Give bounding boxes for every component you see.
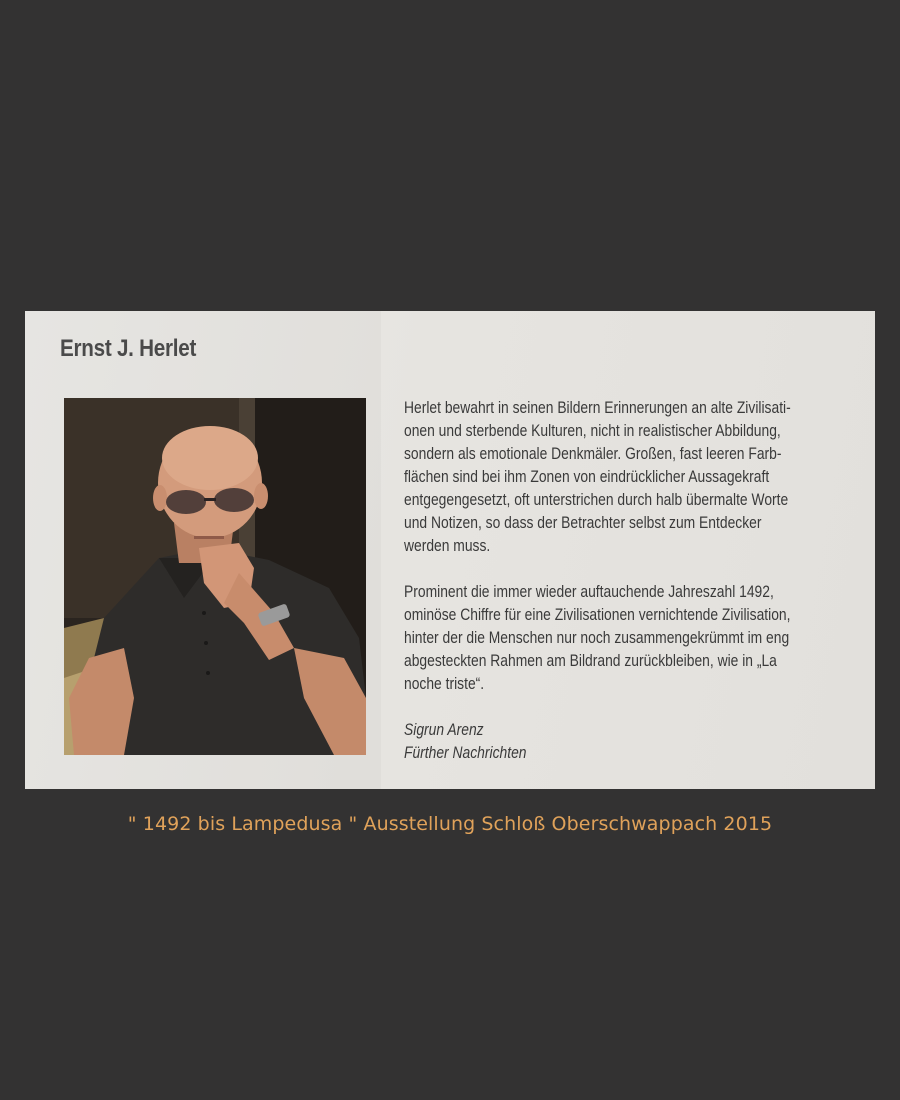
paragraph-gap xyxy=(404,696,849,719)
artist-name: Ernst J. Herlet xyxy=(60,335,197,362)
paragraph-line: abgesteckten Rahmen am Bildrand zurückbleiben, wie in „La xyxy=(404,652,777,670)
paragraph-line: sondern als emotionale Denkmäler. Großen, fast leeren Farb- xyxy=(404,445,782,463)
paragraph-gap xyxy=(404,558,849,581)
exhibition-caption: " 1492 bis Lampedusa " Ausstellung Schloß Oberschwappach 2015 xyxy=(127,813,773,835)
paragraph-line: Herlet bewahrt in seinen Bildern Erinnerungen an alte Zivilisati- xyxy=(404,399,791,417)
article-card xyxy=(25,311,875,789)
publication-name: Fürther Nachrichten xyxy=(404,744,527,762)
paragraph-line: ominöse Chiffre für eine Zivilisationen vernichtende Zivilisation, xyxy=(404,606,791,624)
paragraph-line: hinter der die Menschen nur noch zusammengekrümmt im eng xyxy=(404,629,790,647)
paragraph-line: und Notizen, so dass der Betrachter selbst zum Entdecker xyxy=(404,514,762,532)
portrait-photo xyxy=(64,398,366,755)
paragraph-line: onen und sterbende Kulturen, nicht in realistischer Abbildung, xyxy=(404,422,781,440)
paragraph-line: werden muss. xyxy=(404,537,491,555)
article-text xyxy=(404,397,849,765)
author-name: Sigrun Arenz xyxy=(404,721,484,739)
paragraph-line: noche triste“. xyxy=(404,675,485,693)
paragraph-line: Prominent die immer wieder auftauchende Jahreszahl 1492, xyxy=(404,583,774,601)
paragraph-line: entgegengesetzt, oft unterstrichen durch halb übermalte Worte xyxy=(404,491,789,509)
paragraph-line: flächen sind bei ihm Zonen von eindrücklicher Aussagekraft xyxy=(404,468,770,486)
